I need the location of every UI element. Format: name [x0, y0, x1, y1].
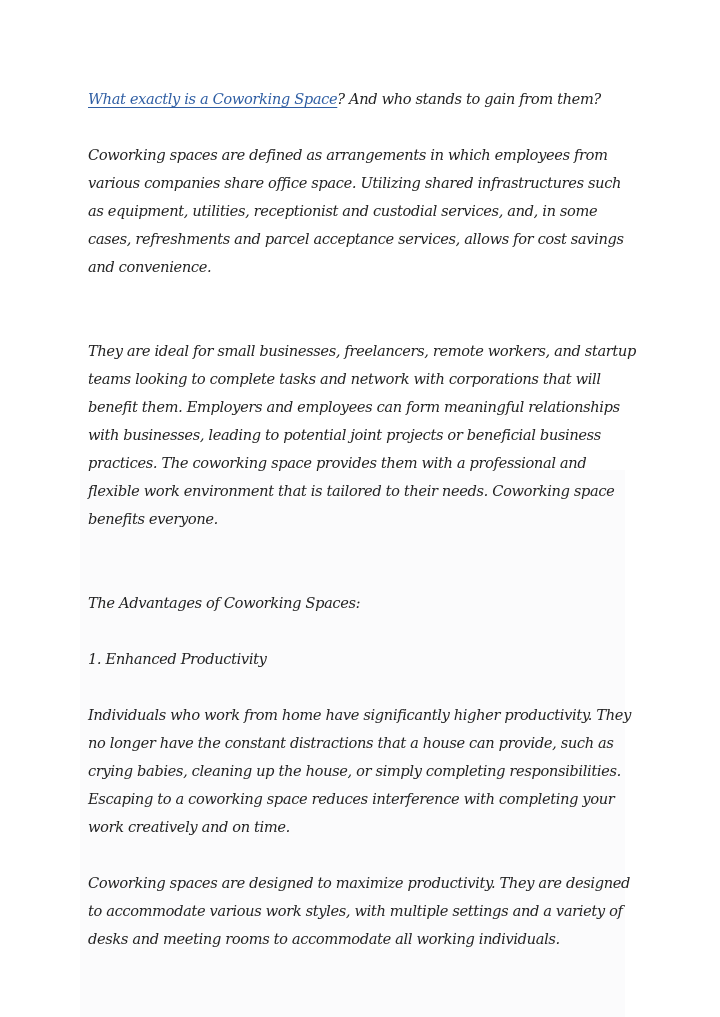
- document-body: [88, 86, 636, 954]
- spacer: [88, 114, 636, 142]
- ideal-paragraph: They are ideal for small businesses, freelancers, remote workers, and startup teams looking to complete tasks and network with corporations that will benefit them. Employers and employees can form meaningful relationships with businesses, leading to potential joint projects or beneficial business practices. The coworking space provides them with a professional and flexible work environment that is tailored to their needs. Coworking space benefits everyone.: [88, 343, 636, 528]
- heading-rest: ? And who stands to gain from them?: [337, 91, 601, 108]
- advantages-heading: The Advantages of Coworking Spaces:: [88, 595, 361, 612]
- section-1-paragraph-2: Coworking spaces are designed to maximize productivity. They are designed to accommodate various work styles, with multiple settings and a variety of desks and meeting rooms to accommodate all working individuals.: [88, 875, 631, 948]
- spacer: [88, 674, 636, 702]
- spacer: [88, 842, 636, 870]
- section-1-heading: 1. Enhanced Productivity: [88, 651, 267, 668]
- spacer: [88, 534, 636, 590]
- section-1-paragraph-1: Individuals who work from home have significantly higher productivity. They no longer have the constant distractions that a house can provide, such as crying babies, cleaning up the house, or simply completing responsibilities. Escaping to a coworking space reduces interference with completing your work creatively and on time.: [88, 707, 631, 836]
- coworking-space-link[interactable]: What exactly is a Coworking Space: [88, 91, 338, 108]
- spacer: [88, 618, 636, 646]
- article-heading: [88, 86, 636, 114]
- intro-paragraph: Coworking spaces are defined as arrangements in which employees from various companies share office space. Utilizing shared infrastructures such as equipment, utilities, receptionist and custodial services, and, in some cases, refreshments and parcel acceptance services, allows for cost savings and convenience.: [88, 147, 624, 276]
- spacer: [88, 282, 636, 338]
